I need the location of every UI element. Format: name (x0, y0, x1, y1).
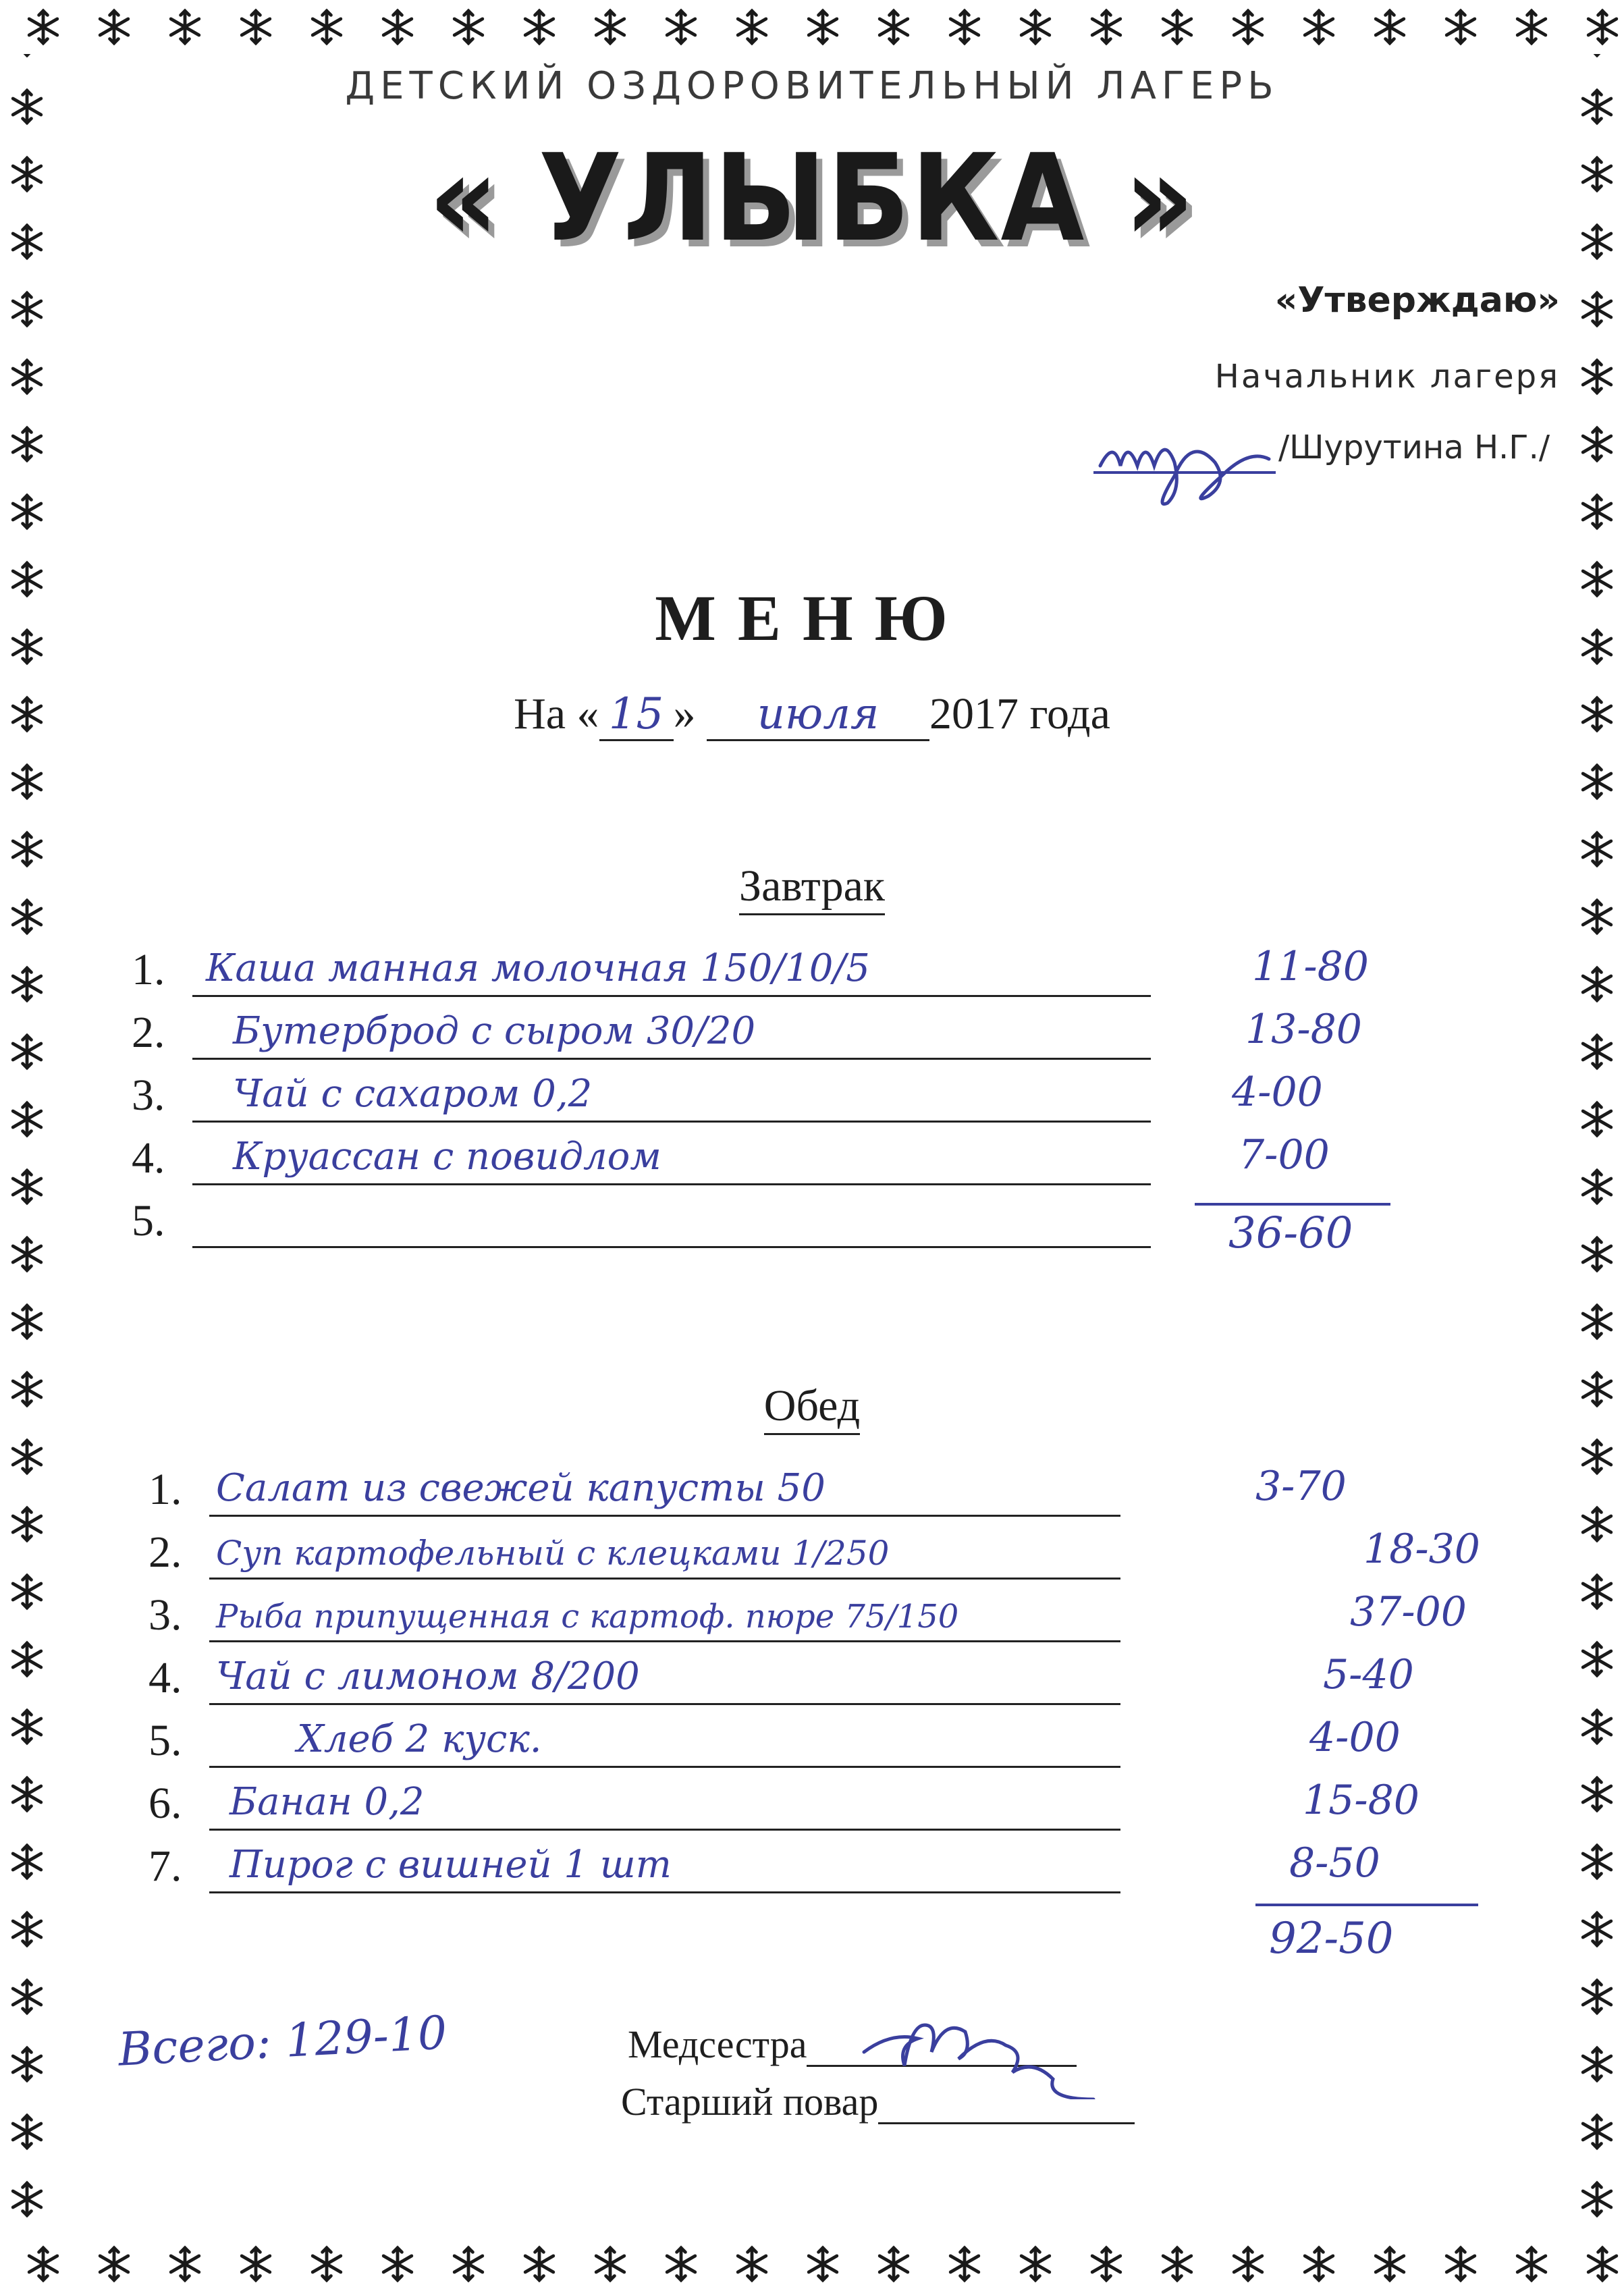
border-right (1570, 54, 1624, 2237)
price-text: 37-00 (1350, 1588, 1467, 1636)
dish-text: Салат из свежей капусты 50 (216, 1466, 825, 1510)
breakfast-total: 36-60 (1228, 1208, 1353, 1258)
chief-name: /Шурутина Н.Г./ (1278, 429, 1550, 466)
camp-name: « УЛЫБКА » (428, 128, 1196, 268)
border-top (0, 0, 1624, 54)
lunch-row: 5. Хлеб 2 куск. 4-00 (148, 1706, 1498, 1768)
date-year: 2017 года (929, 689, 1110, 738)
breakfast-total-line (1195, 1203, 1390, 1206)
price-text: 7-00 (1239, 1131, 1330, 1179)
breakfast-row: 4. Круассан с повидлом 7-00 (132, 1123, 1414, 1185)
dish-text: Круассан с повидлом (233, 1135, 661, 1179)
price-text: 11-80 (1252, 943, 1369, 990)
camp-label: ДЕТСКИЙ ОЗДОРОВИТЕЛЬНЫЙ ЛАГЕРЬ (345, 64, 1279, 108)
breakfast-row: 2. Бутерброд с сыром 30/20 13-80 (132, 998, 1414, 1060)
date-day-close: » (673, 689, 696, 738)
border-left (0, 54, 54, 2237)
cook-signature-line (621, 2079, 1135, 2124)
dish-text: Пирог с вишней 1 шт (229, 1843, 672, 1887)
dish-text: Бутерброд с сыром 30/20 (233, 1009, 756, 1053)
date-day: 15 (599, 689, 674, 741)
menu-title: МЕНЮ (655, 582, 969, 654)
lunch-row: 7. Пирог с вишней 1 шт 8-50 (148, 1831, 1498, 1893)
price-text: 15-80 (1303, 1777, 1419, 1824)
cook-label: Старший повар (621, 2080, 879, 2124)
breakfast-row: 3. Чай с сахаром 0,2 4-00 (132, 1060, 1414, 1123)
menu-date (0, 689, 1624, 741)
nurse-label: Медсестра (628, 2022, 807, 2066)
price-text: 5-40 (1323, 1651, 1414, 1698)
price-text: 18-30 (1363, 1526, 1480, 1573)
chief-signature (1093, 405, 1296, 520)
date-prefix: На « (514, 689, 599, 738)
dish-text: Каша манная молочная 150/10/5 (206, 946, 870, 990)
border-bottom (0, 2237, 1624, 2291)
lunch-row: 6. Банан 0,2 15-80 (148, 1769, 1498, 1831)
chief-title: Начальник лагеря (1214, 358, 1560, 396)
lunch-total: 92-50 (1269, 1914, 1394, 1964)
approve-heading: «Утверждаю» (1274, 280, 1560, 321)
price-text: 3-70 (1255, 1463, 1347, 1510)
dish-text: Рыба припущенная с картоф. пюре 75/150 (216, 1598, 959, 1636)
price-text: 4-00 (1309, 1714, 1401, 1761)
price-text: 8-50 (1289, 1839, 1380, 1887)
date-month: июля (707, 689, 929, 741)
price-text: 13-80 (1245, 1006, 1362, 1053)
grand-total: Всего: 129-10 (117, 2006, 449, 2077)
lunch-total-line (1255, 1904, 1478, 1906)
dish-text: Хлеб 2 куск. (297, 1717, 542, 1761)
price-text: 4-00 (1232, 1069, 1323, 1116)
dish-text: Чай с сахаром 0,2 (233, 1072, 593, 1116)
lunch-row: 1. Салат из свежей капусты 50 3-70 (148, 1455, 1498, 1517)
breakfast-row: 1. Каша манная молочная 150/10/5 11-80 (132, 935, 1414, 997)
lunch-row: 4. Чай с лимоном 8/200 5-40 (148, 1643, 1498, 1705)
dish-text: Чай с лимоном 8/200 (216, 1654, 640, 1698)
dish-text: Суп картофельный с клецками 1/250 (216, 1534, 890, 1573)
breakfast-row: 5. (132, 1186, 1414, 1248)
lunch-title: Обед (0, 1380, 1624, 1432)
dish-text: Банан 0,2 (229, 1780, 425, 1824)
lunch-row: 2. Суп картофельный с клецками 1/250 18-30 (148, 1517, 1498, 1580)
lunch-row: 3. Рыба припущенная с картоф. пюре 75/150 37-00 (148, 1580, 1498, 1642)
breakfast-title: Завтрак (0, 861, 1624, 912)
